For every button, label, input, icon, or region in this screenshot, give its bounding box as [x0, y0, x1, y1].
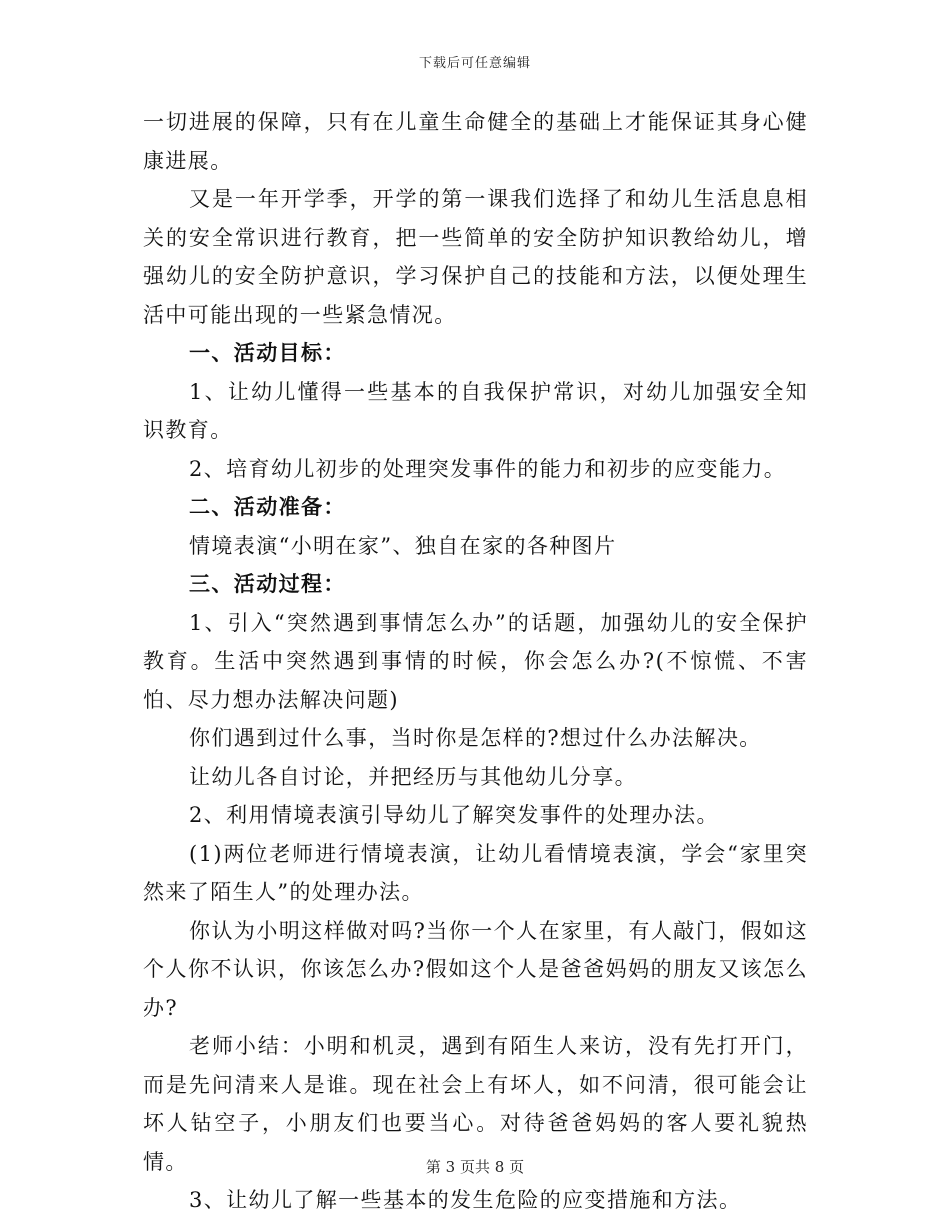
section-heading: 三、活动过程：	[189, 571, 346, 596]
paragraph: 让幼儿各自讨论，并把经历与其他幼儿分享。	[189, 764, 637, 789]
page-header: 下载后可任意编辑	[418, 56, 531, 71]
paragraph: 2、培育幼儿初步的处理突发事件的能力和初步的应变能力。	[189, 456, 787, 481]
paragraph: 1、引入“突然遇到事情怎么办”的话题，加强幼儿的安全保护教育。生活中突然遇到事情的时候，你会怎么办?(不惊慌、不害怕、尽力想办法解决问题)	[143, 610, 808, 712]
document-body	[143, 103, 808, 1220]
paragraph: (1)两位老师进行情境表演，让幼儿看情境表演，学会“家里突然来了陌生人”的处理办法。	[143, 841, 808, 904]
page-footer: 第 3 页共 8 页	[425, 1158, 525, 1176]
paragraph: 又是一年开学季，开学的第一课我们选择了和幼儿生活息息相关的安全常识进行教育，把一些简单的安全防护知识教给幼儿，增强幼儿的安全防护意识，学习保护自己的技能和方法，以便处理生活中可能出现的一些紧急情况。	[143, 187, 808, 327]
paragraph: 老师小结：小明和机灵，遇到有陌生人来访，没有先打开门，而是先问清来人是谁。现在社会上有坏人，如不问清，很可能会让坏人钻空子，小朋友们也要当心。对待爸爸妈妈的客人要礼貌热情。	[143, 1034, 808, 1174]
paragraph: 一切进展的保障，只有在儿童生命健全的基础上才能保证其身心健康进展。	[143, 110, 808, 173]
paragraph: 情境表演“小明在家”、独自在家的各种图片	[189, 533, 617, 558]
section-heading: 一、活动目标：	[189, 340, 346, 365]
section-heading: 二、活动准备：	[189, 494, 346, 519]
paragraph: 1、让幼儿懂得一些基本的自我保护常识，对幼儿加强安全知识教育。	[143, 379, 808, 442]
paragraph: 你认为小明这样做对吗?当你一个人在家里，有人敲门，假如这个人你不认识，你该怎么办?假如这个人是爸爸妈妈的朋友又该怎么办?	[143, 918, 808, 1020]
paragraph: 你们遇到过什么事，当时你是怎样的?想过什么办法解决。	[189, 726, 762, 750]
paragraph: 2、利用情境表演引导幼儿了解突发事件的处理办法。	[189, 803, 719, 827]
paragraph: 3、让幼儿了解一些基本的发生危险的应变措施和方法。	[189, 1188, 742, 1212]
